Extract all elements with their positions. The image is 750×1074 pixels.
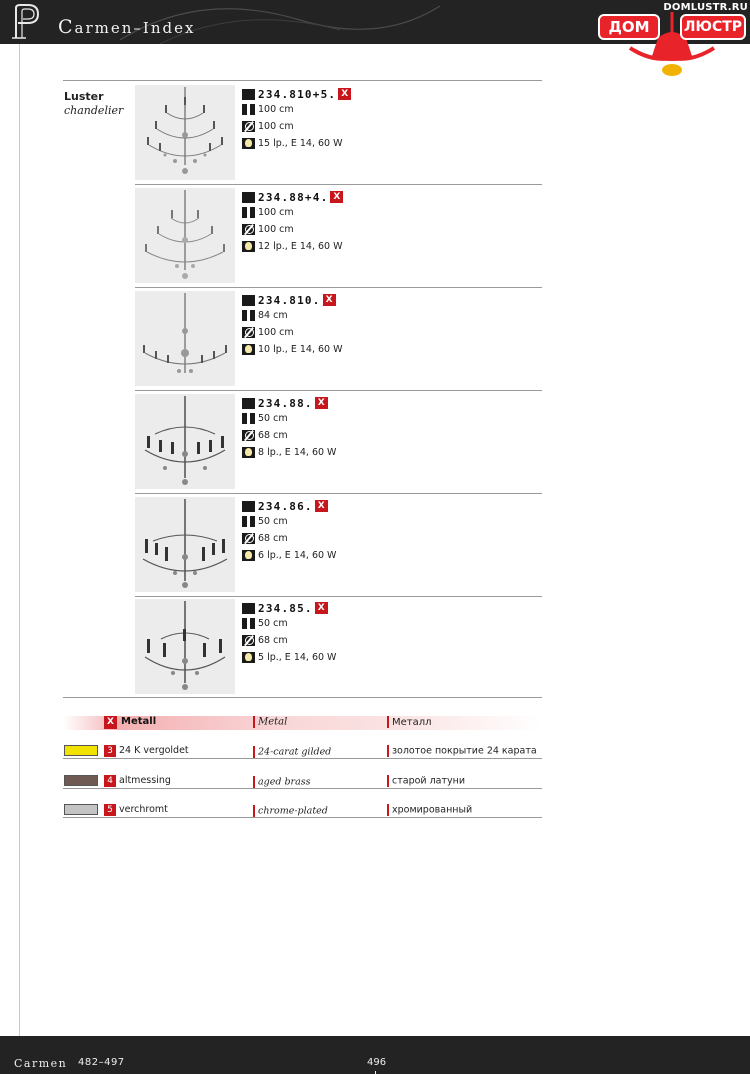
finish-badge: X	[315, 500, 328, 512]
product-image[interactable]	[135, 188, 235, 283]
diameter-value: 100 cm	[258, 121, 294, 132]
product-code: 234.810.	[258, 293, 321, 307]
height-icon	[242, 207, 255, 218]
product-entry	[135, 596, 542, 699]
product-image[interactable]	[135, 394, 235, 489]
finish-badge: X	[315, 397, 328, 409]
section-divider	[63, 697, 542, 698]
lamps-value: 8 lp., E 14, 60 W	[258, 447, 337, 458]
finish-legend-row	[63, 802, 542, 818]
shop-logo-left: ДОМ	[598, 14, 660, 40]
finish-badge: X	[315, 602, 328, 614]
chandelier-icon	[135, 291, 235, 386]
height-icon	[242, 516, 255, 527]
product-entry	[135, 391, 542, 494]
finish-ru: старой латуни	[392, 775, 466, 787]
finish-ru: хромированный	[392, 804, 473, 816]
finish-legend-header	[63, 716, 542, 730]
height-icon	[242, 413, 255, 424]
shop-logo-right: ЛЮСТР	[680, 14, 746, 40]
page-footer	[0, 1036, 750, 1074]
lamp-icon	[242, 550, 255, 561]
lamp-icon	[242, 652, 255, 663]
article-icon	[242, 398, 255, 409]
height-value: 84 cm	[258, 310, 288, 321]
height-value: 50 cm	[258, 516, 288, 527]
height-icon	[242, 104, 255, 115]
finish-de: altmessing	[119, 775, 171, 786]
finish-badge: X	[104, 716, 117, 729]
diameter-value: 100 cm	[258, 224, 294, 235]
finish-ru: золотое покрытие 24 карата	[392, 745, 537, 757]
article-icon	[242, 603, 255, 614]
shop-site-label: DOMLUSTR.RU	[663, 2, 748, 13]
article-icon	[242, 89, 255, 100]
finish-swatch	[64, 804, 98, 815]
article-icon	[242, 295, 255, 306]
chandelier-icon	[135, 188, 235, 283]
section-title: Luster	[64, 90, 104, 103]
product-entry	[135, 494, 542, 597]
diameter-value: 68 cm	[258, 635, 288, 646]
footer-brand: Carmen	[14, 1057, 68, 1070]
finish-number: 5	[104, 804, 116, 816]
chandelier-icon	[135, 394, 235, 489]
finish-en: aged brass	[258, 776, 311, 788]
diameter-icon	[242, 327, 255, 338]
finish-badge: X	[330, 191, 343, 203]
height-icon	[242, 310, 255, 321]
chandelier-icon	[135, 599, 235, 694]
chandelier-icon	[135, 85, 235, 180]
finish-number: 3	[104, 745, 116, 757]
product-image[interactable]	[135, 497, 235, 592]
section-subtitle: chandelier	[64, 104, 124, 117]
finish-swatch	[64, 745, 98, 756]
margin-line	[19, 44, 20, 1036]
legend-title-en: Metal	[258, 716, 288, 728]
diameter-icon	[242, 224, 255, 235]
article-icon	[242, 501, 255, 512]
product-image[interactable]	[135, 291, 235, 386]
lamp-icon	[242, 241, 255, 252]
footer-page-range: 482–497	[78, 1057, 125, 1068]
finish-legend-row	[63, 743, 542, 759]
shop-logo[interactable]	[592, 0, 750, 80]
carmen-logo-icon	[6, 2, 46, 42]
article-icon	[242, 192, 255, 203]
diameter-value: 100 cm	[258, 327, 294, 338]
product-code: 234.88.	[258, 396, 313, 410]
height-value: 100 cm	[258, 104, 294, 115]
product-code: 234.88+4.	[258, 190, 329, 204]
page-title: Carmen–Index	[58, 16, 196, 38]
product-code: 234.810+5.	[258, 87, 337, 101]
lamps-value: 5 lp., E 14, 60 W	[258, 652, 337, 663]
lamp-icon	[242, 138, 255, 149]
lamps-value: 10 lp., E 14, 60 W	[258, 344, 343, 355]
lamps-value: 15 lp., E 14, 60 W	[258, 138, 343, 149]
legend-title-ru: Металл	[392, 717, 432, 728]
product-entry	[135, 185, 542, 288]
finish-en: 24-carat gilded	[258, 746, 332, 758]
product-entry	[135, 288, 542, 391]
diameter-icon	[242, 635, 255, 646]
height-icon	[242, 618, 255, 629]
height-value: 100 cm	[258, 207, 294, 218]
finish-badge: X	[338, 88, 351, 100]
diameter-value: 68 cm	[258, 430, 288, 441]
diameter-icon	[242, 533, 255, 544]
finish-de: verchromt	[119, 804, 168, 815]
lamps-value: 6 lp., E 14, 60 W	[258, 550, 337, 561]
finish-swatch	[64, 775, 98, 786]
product-code: 234.85.	[258, 601, 313, 615]
finish-number: 4	[104, 775, 116, 787]
finish-de: 24 K vergoldet	[119, 745, 189, 756]
product-entry	[135, 82, 542, 185]
finish-badge: X	[323, 294, 336, 306]
height-value: 50 cm	[258, 618, 288, 629]
product-image[interactable]	[135, 85, 235, 180]
page-number: 496	[367, 1057, 387, 1068]
lamp-icon	[242, 344, 255, 355]
legend-title-de: Metall	[121, 716, 157, 727]
lamps-value: 12 lp., E 14, 60 W	[258, 241, 343, 252]
finish-en: chrome-plated	[258, 805, 328, 817]
finish-legend-row	[63, 773, 542, 789]
diameter-value: 68 cm	[258, 533, 288, 544]
diameter-icon	[242, 121, 255, 132]
chandelier-icon	[135, 497, 235, 592]
diameter-icon	[242, 430, 255, 441]
top-divider	[63, 80, 542, 81]
product-image[interactable]	[135, 599, 235, 694]
height-value: 50 cm	[258, 413, 288, 424]
lamp-icon	[242, 447, 255, 458]
product-code: 234.86.	[258, 499, 313, 513]
